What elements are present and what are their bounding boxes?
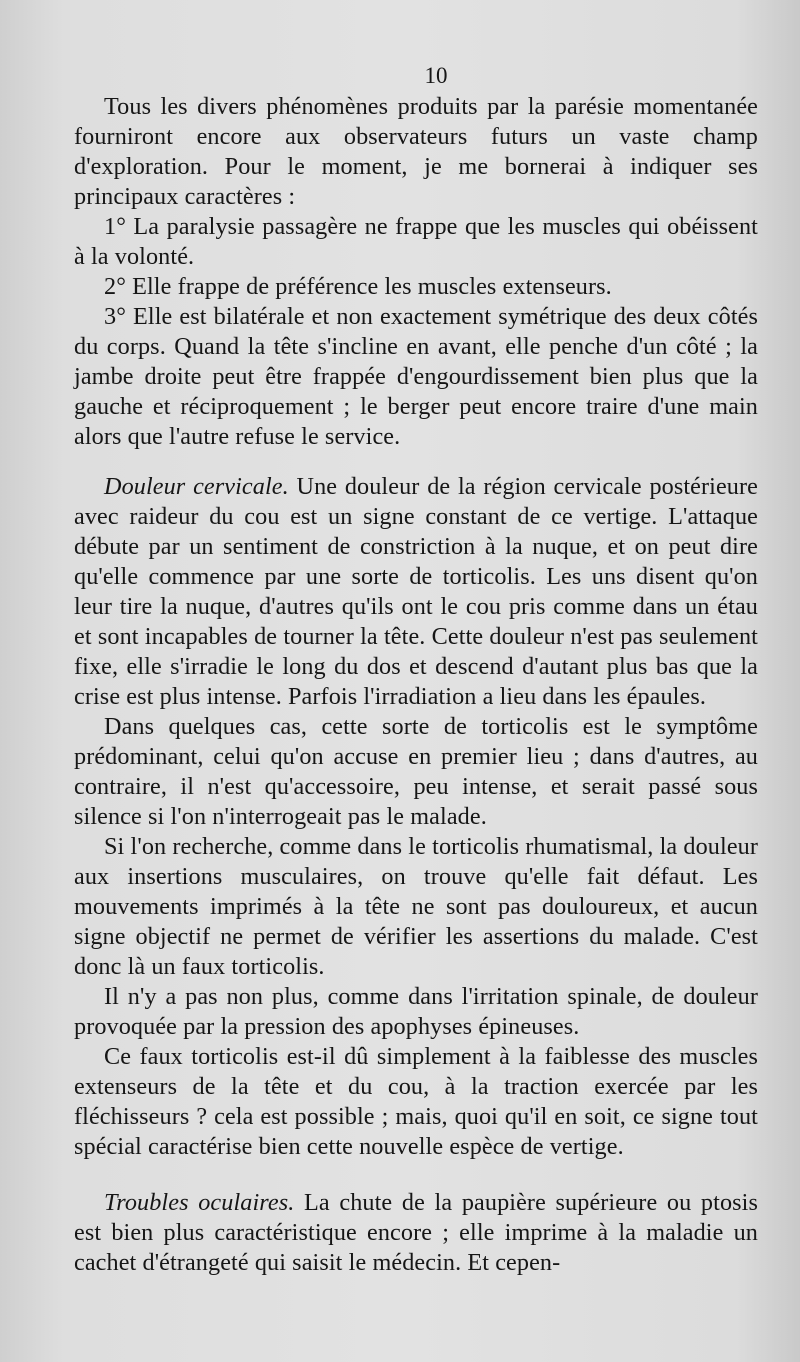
- paragraph-text: Tous les divers phénomènes produits par la parésie momentanée fourniront encore aux observateurs futurs un vaste champ d'exploration. Pour le moment, je me bornerai à indiquer ses principaux caractères :: [74, 93, 758, 210]
- paragraph-point-2: [74, 272, 758, 302]
- paragraph-text: Une douleur de la région cervicale postérieure avec raideur du cou est un signe constant de ce vertige. L'attaque débute par un sentiment de constriction à la nuque, et on peut dire qu'elle commence par une sorte de torticolis. Les uns disent qu'on leur tire la nuque, d'autres qu'ils ont le cou pris comme dans un étau et sont incapables de tourner la tête. Cette douleur n'est pas seulement fixe, elle s'irradie le long du dos et descend d'autant plus bas que la crise est plus intense. Parfois l'irradiation a lieu dans les épaules.: [74, 473, 758, 710]
- paragraph-text: Ce faux torticolis est-il dû simplement à la faiblesse des muscles extenseurs de la tête et du cou, à la traction exercée par les fléchisseurs ? cela est possible ; mais, quoi qu'il en soit, ce signe tout spécial caractérise bien cette nouvelle espèce de vertige.: [74, 1043, 758, 1160]
- section-heading: Douleur cervicale.: [104, 473, 289, 500]
- page-number: 10: [424, 63, 448, 88]
- paragraph-point-3: [74, 302, 758, 452]
- section-troubles-oculaires: [74, 1188, 758, 1278]
- paragraph-text: 2° Elle frappe de préférence les muscles extenseurs.: [104, 273, 612, 300]
- paragraph-text: Dans quelques cas, cette sorte de torticolis est le symptôme prédominant, celui qu'on accuse en premier lieu ; dans d'autres, au contraire, il n'est qu'accessoire, peu intense, et serait passé sous silence si l'on n'interrogeait pas le malade.: [74, 713, 758, 830]
- paragraph-point-1: [74, 212, 758, 272]
- paragraph-text: Si l'on recherche, comme dans le torticolis rhumatismal, la douleur aux insertions musculaires, on trouve qu'elle fait défaut. Les mouvements imprimés à la tête ne sont pas douloureux, et aucun signe objectif ne permet de vérifier les assertions du malade. C'est donc là un faux torticolis.: [74, 833, 758, 980]
- paragraph-quelques-cas: [74, 712, 758, 832]
- paragraph-text: 1° La paralysie passagère ne frappe que les muscles qui obéissent à la volonté.: [74, 213, 758, 270]
- paragraph-text: Il n'y a pas non plus, comme dans l'irritation spinale, de douleur provoquée par la pression des apophyses épineuses.: [74, 983, 758, 1040]
- section-douleur-cervicale: [74, 472, 758, 712]
- paragraph-faux-torticolis: [74, 1042, 758, 1162]
- paragraph-irritation-spinale: [74, 982, 758, 1042]
- paragraph-recherche: [74, 832, 758, 982]
- paragraph-text: 3° Elle est bilatérale et non exactement symétrique des deux côtés du corps. Quand la tête s'incline en avant, elle penche d'un côté ; la jambe droite peut être frappée d'engourdissement bien plus que la gauche et réciproquement ; le berger peut encore traire d'une main alors que l'autre refuse le service.: [74, 303, 758, 450]
- paragraph-text: La chute de la paupière supérieure ou ptosis est bien plus caractéristique encore ; elle imprime à la maladie un cachet d'étrangeté qui saisit le médecin. Et cepen-: [74, 1189, 758, 1276]
- paragraph-phenomenes: [74, 92, 758, 212]
- section-heading: Troubles oculaires.: [104, 1189, 295, 1216]
